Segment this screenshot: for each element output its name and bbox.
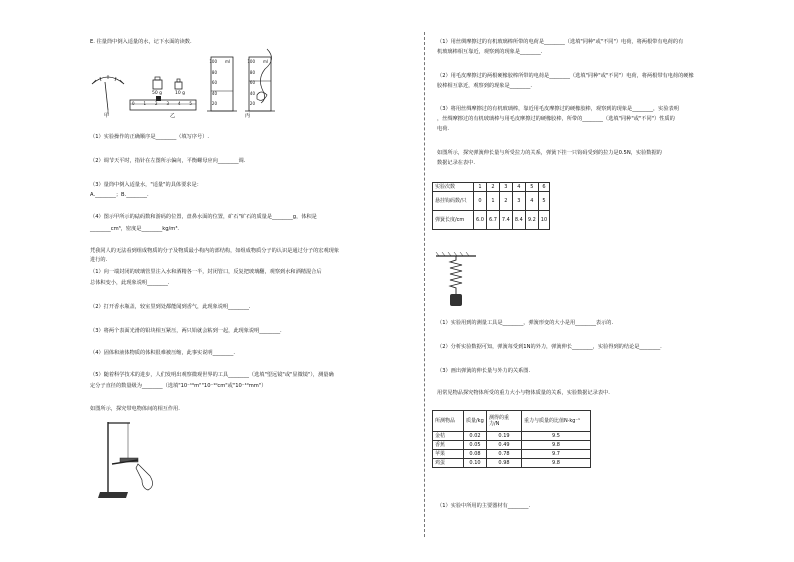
cylinder1-tick: 100 — [209, 59, 217, 64]
ruler-tick: 1 — [143, 101, 147, 106]
cylinder2-scale — [243, 57, 255, 110]
table-cell: 8.4 — [512, 211, 525, 230]
table-row — [433, 441, 591, 450]
question-3-ab: A.________；B.________. — [90, 192, 149, 198]
table-cell: 9.2 — [525, 211, 538, 230]
table-cell: 5 — [538, 192, 549, 211]
table-row — [433, 450, 591, 459]
table-cell: 金桔 — [433, 432, 464, 441]
right-q3-line1: （3）将用丝绸摩擦过的有机玻璃棒，靠近用毛皮摩擦过的硬橡胶棒，观察到的现象是________，实验表明 — [437, 106, 679, 112]
table-cell: 0.02 — [464, 432, 487, 441]
table-row — [433, 432, 591, 441]
cylinder2-tick: 20 — [249, 101, 255, 106]
ruler-tick: 5 — [189, 101, 192, 106]
table-cell: 0.19 — [487, 432, 522, 441]
iron-stand-figure — [98, 420, 168, 500]
gravity-intro: 用常见物品探究物体所受的重力大小与物体质量的关系，实验数据记录表中. — [437, 390, 610, 396]
question-4-line1: （4）图示甲所示的砝码数和游码的位置，盘鼻水面的位置，矿石"矿石的质量是________g，体积是 — [90, 214, 317, 220]
table-cell: 1 — [474, 183, 487, 192]
cylinder1-unit: ml — [225, 59, 231, 64]
table-cell: 10 — [538, 211, 549, 230]
table-row — [433, 192, 550, 211]
table-cell: 3 — [512, 192, 525, 211]
right-q3-line3: 电荷. — [437, 126, 450, 132]
cylinder1-tick: 80 — [211, 69, 217, 75]
cylinder2-tick: 80 — [249, 69, 255, 75]
table-cell: 实验次数 — [433, 183, 474, 192]
table-row — [433, 459, 591, 468]
spring-q2: （2）分析实验数据可知，弹簧每受到1N的外力，弹簧伸长________，实验得到的结论是________. — [437, 344, 662, 350]
gravity-q1: （1）实验中所用的主要器材有________. — [437, 503, 531, 509]
table-cell: 0.05 — [464, 441, 487, 450]
right-q2-line1: （2）用毛皮摩擦过的两根硬橡胶棒所带的电荷是________（选填"同种"或"不同"）电荷，将两根带有电荷的硬橡 — [437, 73, 694, 79]
cylinder1-scale — [205, 57, 217, 110]
cylinder1-tick: 20 — [211, 101, 217, 106]
table-cell: 1 — [486, 192, 499, 211]
table-cell: 悬挂钩码数/只 — [433, 192, 474, 211]
table-row — [433, 183, 550, 192]
cylinder1-tick: 60 — [211, 80, 217, 85]
question-3: （3）量筒中倒入适量水，"适量"的具体要求是： — [90, 182, 202, 188]
table-header-cell: 测得的重力/N — [487, 411, 522, 432]
right-q2-line2: 胶棒相互靠近，观察到的现象是________. — [437, 83, 533, 89]
table-cell: 2 — [486, 183, 499, 192]
table-cell: 0.98 — [487, 459, 522, 468]
passage-2-q4: （4）固体和液体物质的体积很难被压缩，此事实说明________. — [90, 350, 236, 356]
right-q3-line2: ，丝绸摩擦过的有机玻璃棒与用毛皮摩擦过的硬橡胶棒，所带的________（选填"同种"或"不同"）性质的 — [437, 116, 675, 122]
table-cell: 9.8 — [522, 441, 591, 450]
spring-q3: （3）画出弹簧的伸长量与外力的关系图. — [437, 368, 531, 374]
question-4-line2: ________cm³，密度是________kg/m³. — [90, 226, 180, 232]
cylinder2-tick: 40 — [249, 90, 255, 96]
table-row — [433, 211, 550, 230]
table-cell: 6.0 — [474, 211, 487, 230]
weight-label-10g: 10 g — [175, 91, 186, 96]
ruler-ticks — [132, 101, 192, 106]
column-divider — [424, 32, 425, 537]
ruler-tick: 2 — [154, 101, 158, 106]
cylinder1-tick: 40 — [211, 90, 217, 96]
table-cell: 9.5 — [522, 432, 591, 441]
right-q1-line1: （1）用丝绸摩擦过的有机玻璃棒所带的电荷是________（选填"同种"或"不同"）电荷，将两根带有电荷的有 — [437, 39, 684, 45]
passage-3-intro: 如图所示，探究带电物体间的相互作用. — [90, 406, 180, 412]
gravity-data-table — [432, 410, 591, 468]
cylinder2-tick: 100 — [247, 59, 255, 64]
cylinder2-unit: ml — [263, 59, 269, 64]
table-cell: 3 — [499, 183, 512, 192]
table-header-cell: 重力与质量的比值N·kg⁻¹ — [522, 411, 591, 432]
question-2: （2）调节天平时，指针在左图所示偏向，平衡螺母应向________调. — [90, 158, 246, 164]
spring-intro-line1: 如图所示，探究弹簧伸长量与所受拉力的关系，弹簧下挂一只钩码受到的拉力是0.5N，实验数据的 — [437, 150, 662, 156]
fig-label-yi: 乙 — [170, 113, 176, 119]
table-cell: 0.78 — [487, 450, 522, 459]
table-cell: 4 — [512, 183, 525, 192]
intro-text: E. 往量筒中倒入适量的水，记下水面的读数. — [90, 39, 192, 45]
table-cell: 9.7 — [522, 450, 591, 459]
table-cell: 鸡蛋 — [433, 459, 464, 468]
table-cell: 苹果 — [433, 450, 464, 459]
passage-2-line1: 凭我同人的无法看到组成物质的分子及物质最小构内的部结构，如组成物质分子的认识是通过分子的宏观现象 — [90, 248, 340, 254]
passage-2-q1-line1: （1）向一端封闭的玻璃管里注入水和酒精各一半，封闭管口，反复把玻璃翻，观察到水和酒精混合后 — [90, 269, 322, 275]
passage-2-q1-line2: 总体积变小，此现象说明________. — [90, 280, 170, 286]
passage-2-q3: （3）将两个表面光滑的铅块相互紧压，两只铅就会粘到一起，此现象说明________. — [90, 328, 282, 334]
balance-dial-figure — [88, 70, 128, 114]
table-header-row — [433, 411, 591, 432]
table-cell: 香蕉 — [433, 441, 464, 450]
table-cell: 2 — [499, 192, 512, 211]
passage-2-q5-line2: 定分子直径的数量级为________（选填"10⁻¹⁰m""10⁻¹⁰cm"或"10⁻¹⁰mm"） — [90, 383, 267, 389]
table-cell: 0.10 — [464, 459, 487, 468]
spring-data-table — [432, 182, 550, 230]
passage-2-q5-line1: （5）随着科学技术的进步，人们发明出观察微观世界的工具________（选填"望远镜"或"显微镜"），测量确 — [90, 372, 334, 378]
table-header-cell: 所测物品 — [433, 411, 464, 432]
passage-2-q2: （2）打开香水瓶盖，较室里到处都能闻到香气，此现象说明________. — [90, 304, 251, 310]
right-q1-line2: 机玻璃棒相互靠近，观察到的现象是________. — [437, 49, 543, 55]
spring-q1: （1）实验用到的测量工具是________，弹簧形变的大小是用________表示的. — [437, 320, 614, 326]
passage-2-line2: 进行的. — [90, 257, 108, 263]
table-cell: 6.7 — [486, 211, 499, 230]
table-cell: 0.08 — [464, 450, 487, 459]
ruler-tick: 4 — [177, 101, 181, 106]
fig-label-bing: 丙 — [245, 113, 251, 119]
spring-figure — [436, 252, 476, 312]
cylinder2-tick: 60 — [249, 80, 255, 85]
ruler-tick: 0 — [132, 101, 135, 106]
table-cell: 弹簧长度/cm — [433, 211, 474, 230]
table-cell: 0 — [474, 192, 487, 211]
spring-intro-line2: 数据记录在表中. — [437, 160, 475, 166]
table-cell: 7.4 — [499, 211, 512, 230]
question-1: （1）实验操作的正确顺序是________（填写序号）. — [90, 134, 210, 140]
table-cell: 4 — [525, 192, 538, 211]
weight-label-50g: 50 g — [152, 91, 163, 96]
table-cell: 9.8 — [522, 459, 591, 468]
ruler-tick: 3 — [166, 101, 169, 106]
weights-ruler-figure — [128, 74, 198, 116]
fig-label-jia: 甲 — [104, 113, 110, 119]
table-header-cell: 质量/kg — [464, 411, 487, 432]
table-cell: 0.49 — [487, 441, 522, 450]
table-cell: 5 — [525, 183, 538, 192]
table-cell: 6 — [538, 183, 549, 192]
